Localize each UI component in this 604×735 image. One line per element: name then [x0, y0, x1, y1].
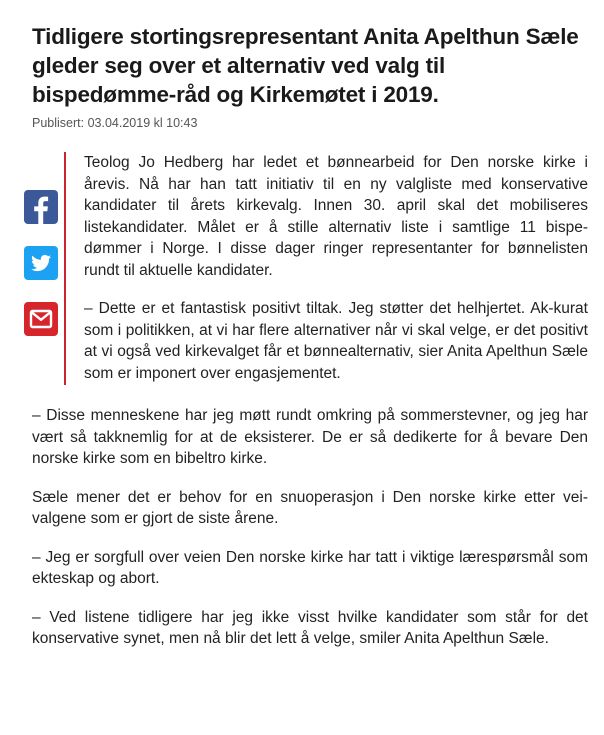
facebook-icon	[24, 190, 58, 224]
share-bar	[24, 190, 58, 336]
lead-block	[64, 152, 588, 385]
paragraph: – Dette er et fantastisk positivt tiltak. Jeg støtter det helhjertet. Ak-kurat som i politikken, at vi har flere alternativer når vi skal velge, er det positivt at vi også ved kirkevalget får et bønnealternativ, sier Anita Apelthun Sæle som er imponert over engasjementet.	[84, 300, 588, 382]
article-text	[32, 405, 588, 650]
email-icon	[29, 309, 53, 329]
share-facebook-button[interactable]	[24, 190, 58, 224]
share-twitter-button[interactable]	[24, 246, 58, 280]
paragraph: Sæle mener det er behov for en snuoperasjon i Den norske kirke etter vei-valgene som er gjort de siste årene.	[32, 488, 588, 527]
article-body	[32, 152, 588, 650]
published-date: Publisert: 03.04.2019 kl 10:43	[32, 116, 198, 130]
paragraph: – Ved listene tidligere har jeg ikke visst hvilke kandidater som står for det konservative synet, men nå blir det lett å velge, smiler Anita Apelthun Sæle.	[32, 608, 588, 647]
paragraph: – Jeg er sorgfull over veien Den norske kirke har tatt i viktige lærespørsmål som ekteskap og abort.	[32, 548, 588, 587]
paragraph: Teolog Jo Hedberg har ledet et bønnearbeid for Den norske kirke i årevis. Nå har han tatt initiativ til en ny valgliste med konservative kandidater til årets kirkevalg. Innen 30. april skal det mobiliseres listekandidater. Målet er å stille alternativ liste i samtlige 11 bispe-dømmer i Norge. I disse dager ringer representanter for bønnelisten rundt til aktuelle kandidater.	[84, 154, 588, 279]
share-email-button[interactable]	[24, 302, 58, 336]
twitter-icon	[29, 251, 53, 275]
article-title: Tidligere stortingsrepresentant Anita Apelthun Sæle gleder seg over et alternativ ved valg til bispedømme-råd og Kirkemøtet i 2019.	[32, 24, 579, 107]
paragraph: – Disse menneskene har jeg møtt rundt omkring på sommerstevner, og jeg har vært så takknemlig for at de eksisterer. De er så dedikerte for å bevare Den norske kirke som en bibeltro kirke.	[32, 407, 588, 467]
article	[32, 22, 588, 667]
